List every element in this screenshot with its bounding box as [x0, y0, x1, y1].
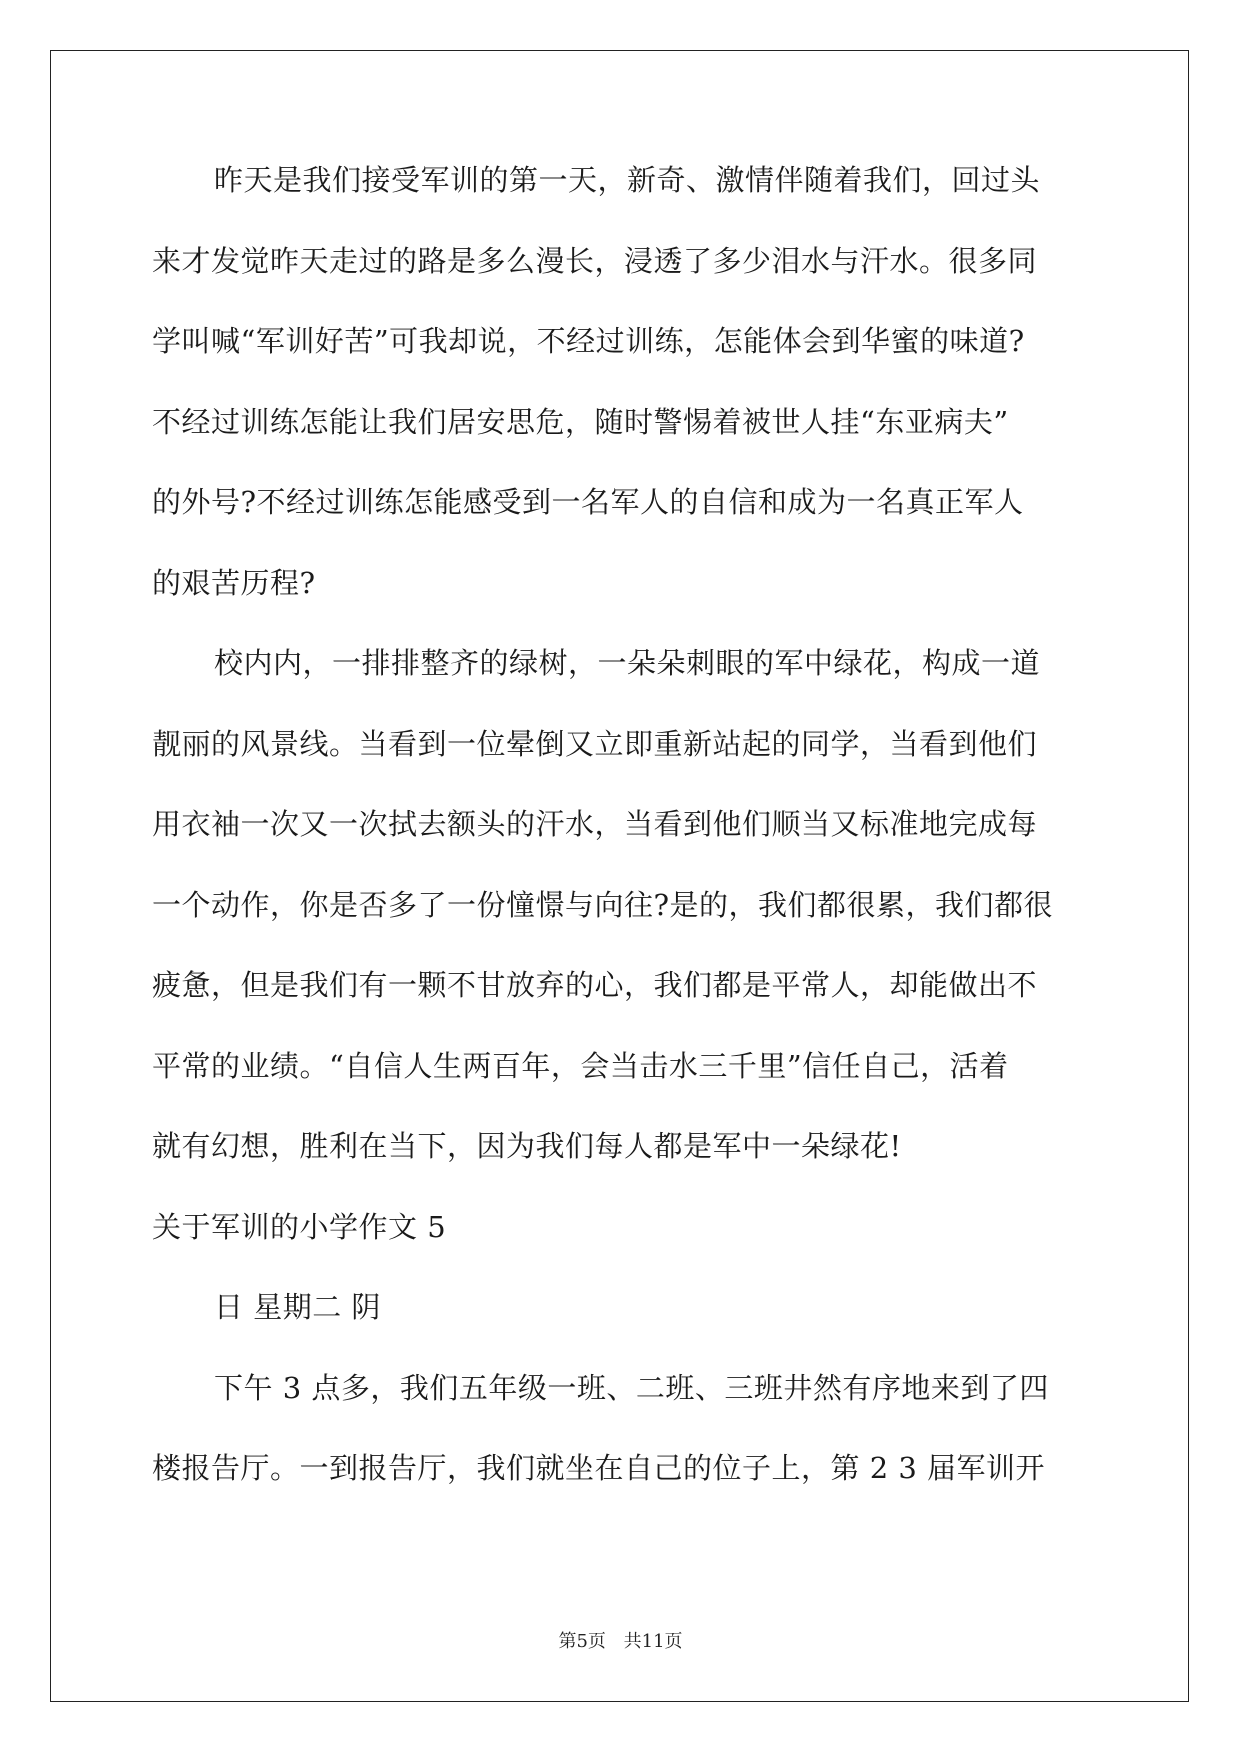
document-body	[152, 160, 1092, 1529]
text-line: 校内内，一排排整齐的绿树，一朵朵刺眼的军中绿花，构成一道	[214, 646, 1041, 680]
text-line: 靓丽的风景线。当看到一位晕倒又立即重新站起的同学，当看到他们	[152, 726, 1038, 761]
text-line: 的外号?不经过训练怎能感受到一名军人的自信和成为一名真正军人	[152, 485, 1024, 519]
section-heading: 关于军训的小学作文 5	[152, 1209, 447, 1244]
text-line: 的艰苦历程?	[152, 565, 316, 600]
text-line: 昨天是我们接受军训的第一天，新奇、激情伴随着我们，回过头	[214, 163, 1041, 197]
text-line: 就有幻想，胜利在当下，因为我们每人都是军中一朵绿花!	[152, 1129, 902, 1163]
text-line: 疲惫，但是我们有一颗不甘放弃的心，我们都是平常人，却能做出不	[152, 968, 1038, 1002]
text-line: 用衣袖一次又一次拭去额头的汗水，当看到他们顺当又标准地完成每	[152, 807, 1038, 841]
text-line: 平常的业绩。“自信人生两百年，会当击水三千里”信任自己，活着	[152, 1048, 1009, 1083]
page-number: 第5页	[558, 1631, 606, 1652]
text-line: 一个动作，你是否多了一份憧憬与向往?是的，我们都很累，我们都很	[152, 887, 1054, 922]
date-weather-line: 日 星期二 阴	[214, 1290, 381, 1324]
text-line: 来才发觉昨天走过的路是多么漫长，浸透了多少泪水与汗水。很多同	[152, 243, 1038, 278]
text-line: 楼报告厅。一到报告厅，我们就坐在自己的位子上，第 2 3 届军训开	[152, 1451, 1046, 1485]
page-footer	[0, 1627, 1241, 1653]
text-line: 学叫喊“军训好苦”可我却说，不经过训练，怎能体会到华蜜的味道?	[152, 324, 1025, 358]
text-line: 下午 3 点多，我们五年级一班、二班、三班井然有序地来到了四	[214, 1370, 1049, 1405]
text-line: 不经过训练怎能让我们居安思危，随时警惕着被世人挂“东亚病夫”	[152, 404, 1009, 439]
page-total: 共11页	[623, 1631, 683, 1652]
